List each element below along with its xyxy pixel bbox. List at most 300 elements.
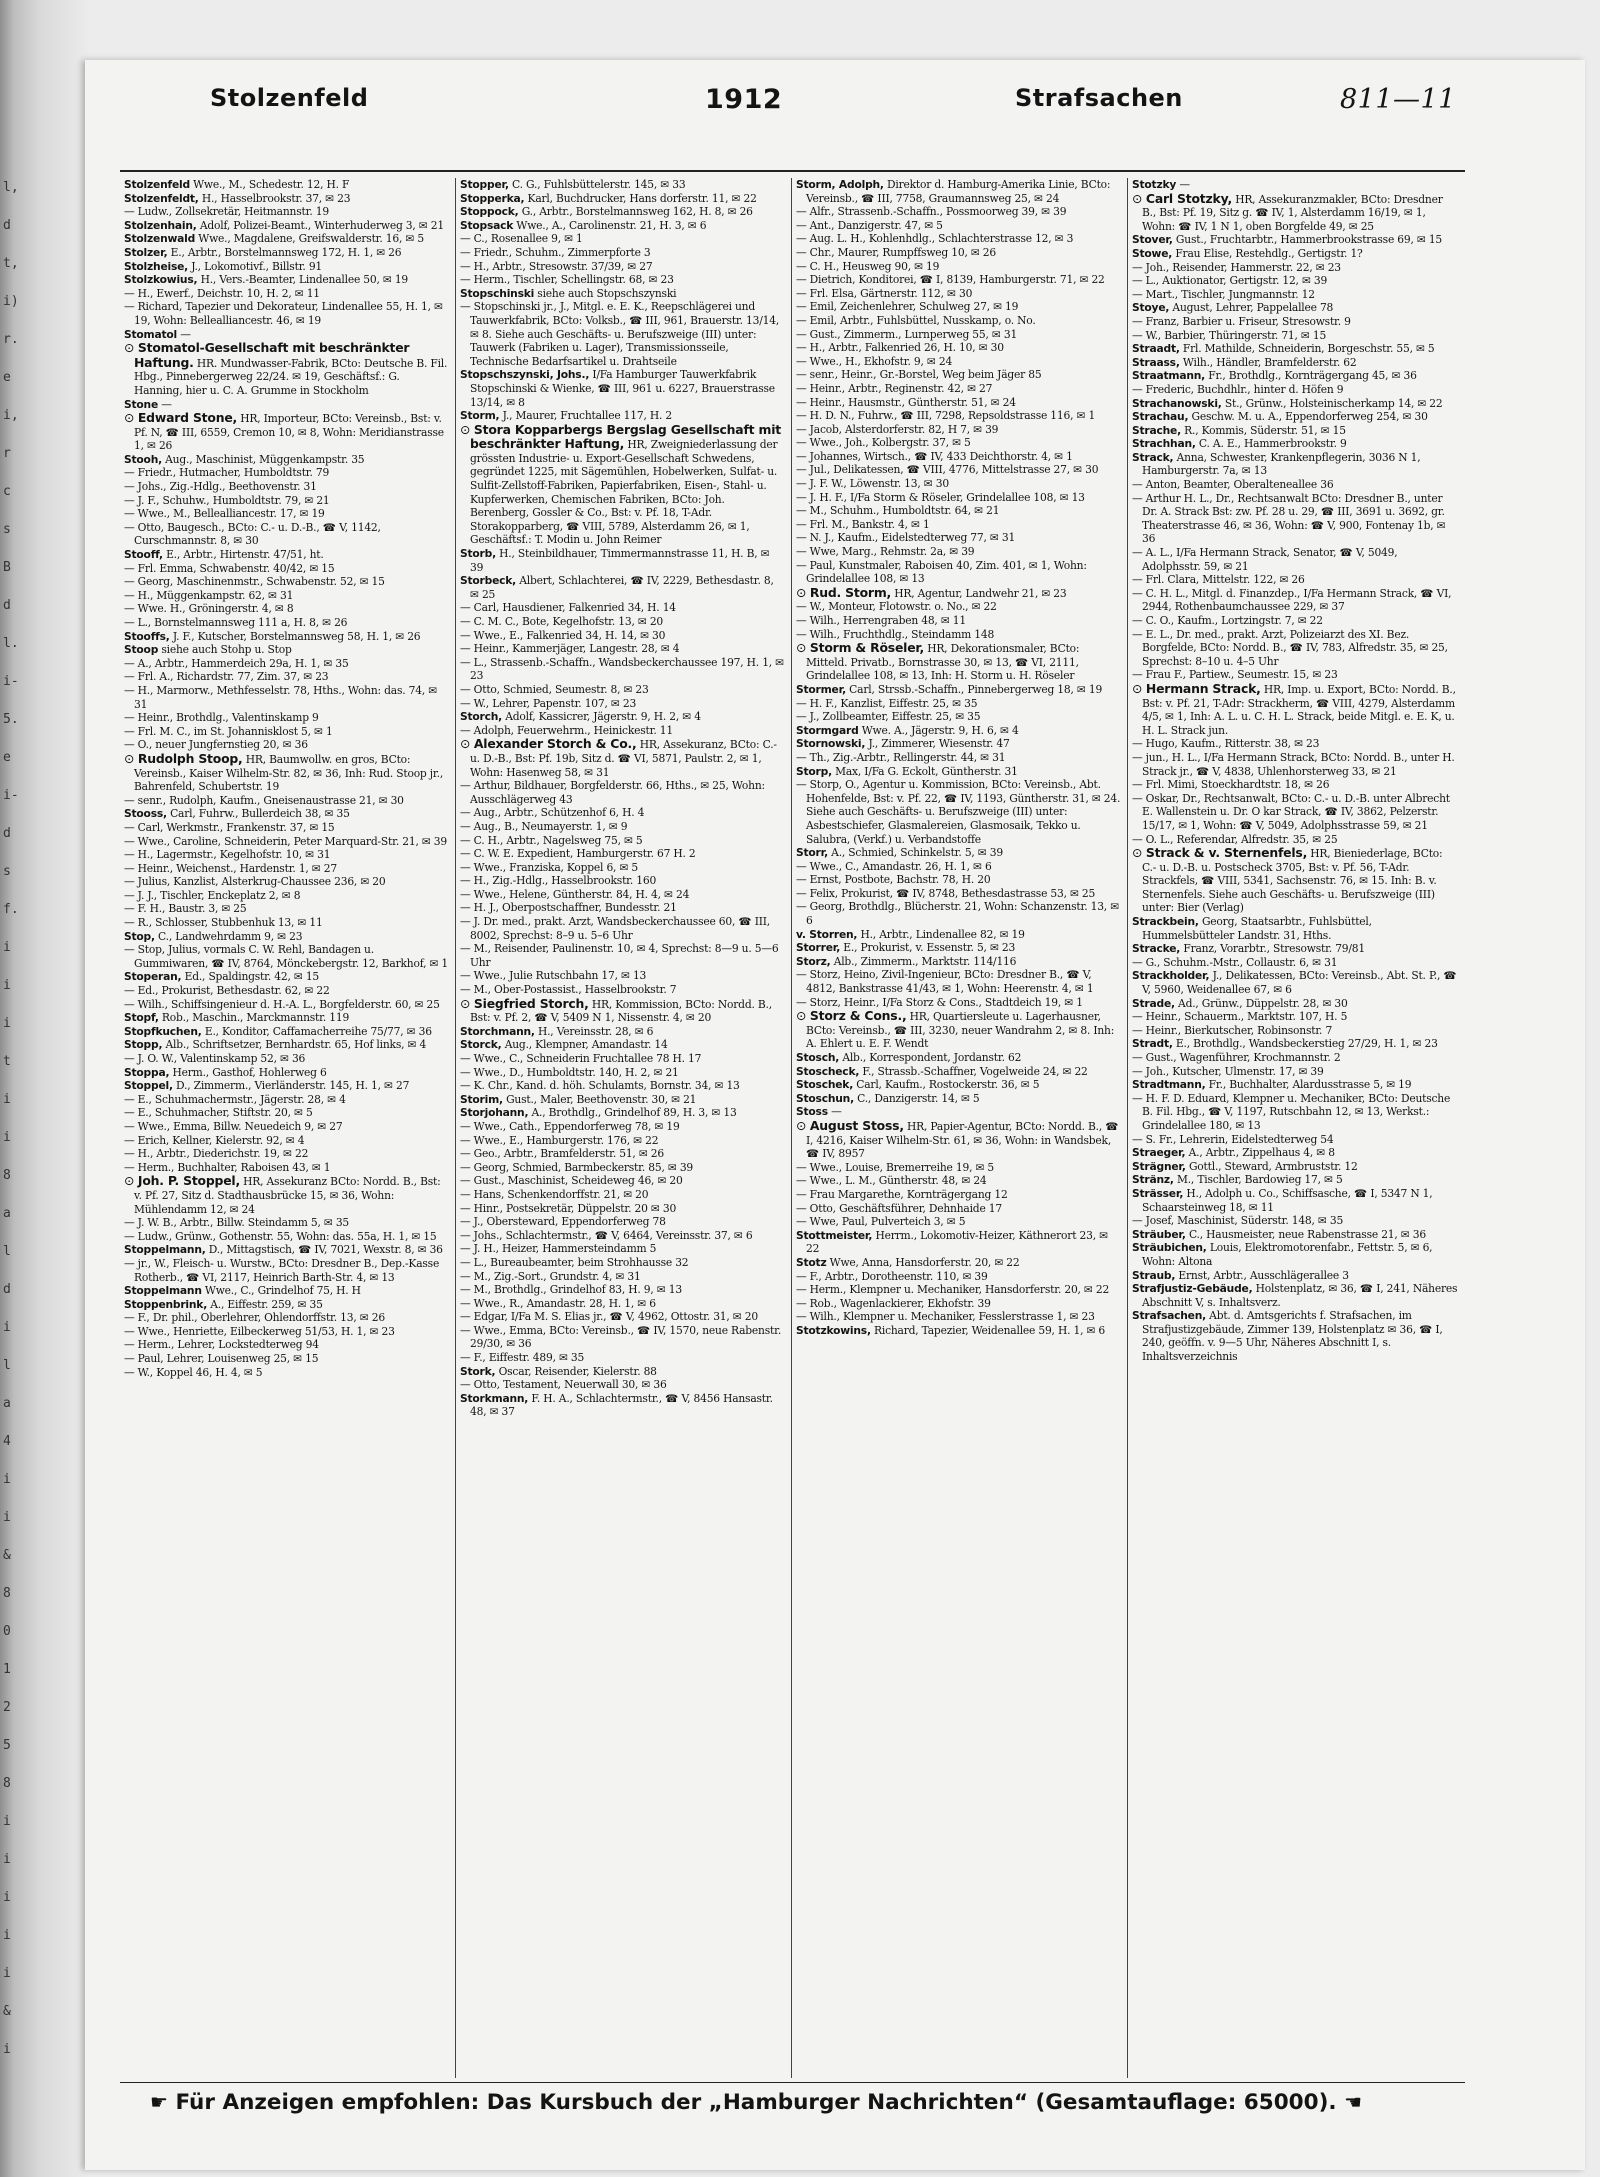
directory-entry xyxy=(796,1105,1121,1119)
entry-text: Georg, Staatsarbtr., Fuhlsbüttel, Hummelsbütteler Landstr. 31, Hths. xyxy=(1142,915,1372,942)
entry-text: Franz, Vorarbtr., Stresowstr. 79/81 xyxy=(1180,942,1366,956)
directory-entry xyxy=(796,518,1121,532)
gutter-fragment: l xyxy=(3,1244,11,1259)
gutter-fragment: 5. xyxy=(3,712,19,727)
gutter-fragment: i xyxy=(3,1928,11,1943)
entry-text: — Herm., Buchhalter, Raboisen 43, ✉ 1 xyxy=(124,1160,331,1174)
gutter-fragment: i xyxy=(3,1320,11,1335)
entry-text: — Otto, Baugesch., BCto: C.- u. D.-B., ☎ V, 1142, Curschmannstr. 8, ✉ 30 xyxy=(124,520,381,548)
directory-entry xyxy=(124,1216,449,1230)
entry-name: ⊙ Edward Stone, xyxy=(124,410,237,425)
entry-name: Storr, xyxy=(796,846,828,860)
directory-entry xyxy=(796,1215,1121,1229)
entry-name: Strachanowski, xyxy=(1132,396,1222,410)
entry-text: R., Kommis, Süderstr. 51, ✉ 15 xyxy=(1180,423,1346,437)
gutter-fragment: i- xyxy=(3,674,19,689)
directory-entry xyxy=(796,614,1121,628)
entry-text: — J. Dr. med., prakt. Arzt, Wandsbeckerchaussee 60, ☎ III, 8002, Sprechst: 8–9 u. 5–6 Uhr xyxy=(460,915,770,942)
directory-entry xyxy=(1132,1133,1458,1147)
entry-text: Carl, Kaufm., Rostockerstr. 36, ✉ 5 xyxy=(853,1078,1040,1092)
entry-name: Straub, xyxy=(1132,1268,1176,1282)
entry-name: Stomatol xyxy=(124,327,178,341)
entry-text: — Dietrich, Konditorei, ☎ I, 8139, Hamburgerstr. 71, ✉ 22 xyxy=(796,273,1105,287)
entry-text: — Friedr., Schuhm., Zimmerpforte 3 xyxy=(460,245,651,259)
entry-name: Stopf, xyxy=(124,1011,159,1025)
entry-text: E., Prokurist, v. Essenstr. 5, ✉ 23 xyxy=(840,941,1016,955)
directory-entry xyxy=(124,602,449,616)
directory-entry xyxy=(460,1297,785,1311)
directory-entry xyxy=(124,998,449,1012)
entry-text: — A., Arbtr., Hammerdeich 29a, H. 1, ✉ 35 xyxy=(124,656,349,670)
entry-text: — Frederic, Buchdhlr., hinter d. Höfen 9 xyxy=(1132,382,1344,396)
entry-name: Storbeck, xyxy=(460,574,517,588)
entry-text: Wwe, Anna, Hansdorferstr. 20, ✉ 22 xyxy=(826,1255,1020,1269)
directory-entry xyxy=(796,697,1121,711)
entry-text: — H. J., Oberpostschaffner, Bundesstr. 21 xyxy=(460,901,677,915)
entry-name: Stooff, xyxy=(124,548,163,562)
gutter-fragment: i xyxy=(3,1510,11,1525)
directory-entry xyxy=(796,219,1121,233)
entry-text: HR, Kommission, BCto: Nordd. B., Bst: v. Pf. 2, ☎ V, 5409 N 1, Nissenstr. 4, ✉ 20 xyxy=(470,997,772,1025)
directory-entry xyxy=(796,900,1121,927)
gutter-fragment: i xyxy=(3,1814,11,1829)
directory-entry xyxy=(1132,997,1458,1011)
directory-entry xyxy=(124,930,449,944)
entry-name: ⊙ Storm & Röseler, xyxy=(796,640,924,655)
directory-entry xyxy=(1132,1146,1458,1160)
entry-text: — Wwe., Joh., Kolbergstr. 37, ✉ 5 xyxy=(796,436,971,450)
entry-text: — Herm., Lehrer, Lockstedterweg 94 xyxy=(124,1338,319,1352)
entry-text: HR, Assekuranz, BCto: C.- u. D.-B., Bst: Pf. 19b, Sitz d. ☎ VI, 5871, Paulstr. 2, ✉ 1, Wohn: Hasenweg 58, ✉ 31 xyxy=(470,738,777,779)
entry-text: J., Zimmerer, Wiesenstr. 47 xyxy=(865,737,1010,751)
directory-entry xyxy=(1132,342,1458,356)
entry-name: Stolzheise, xyxy=(124,259,189,273)
directory-entry xyxy=(1132,668,1458,682)
directory-entry xyxy=(460,1351,785,1365)
entry-text: — W., Koppel 46, H. 4, ✉ 5 xyxy=(124,1365,263,1379)
entry-name: Stopschinski xyxy=(460,286,535,300)
directory-entry xyxy=(460,1106,785,1120)
entry-name: Strackbein, xyxy=(1132,915,1199,929)
directory-entry xyxy=(1132,1309,1458,1363)
directory-entry xyxy=(796,846,1121,860)
directory-entry xyxy=(1132,833,1458,847)
directory-entry xyxy=(460,1378,785,1392)
entry-name: v. Storren, xyxy=(796,927,858,941)
directory-entry xyxy=(124,711,449,725)
entry-text: Louis, Elektromotorenfabr., Fettstr. 5, ✉ 6, Wohn: Altona xyxy=(1142,1241,1433,1268)
entry-text: — L., Bornstelmannsweg 111 a, H. 8, ✉ 26 xyxy=(124,616,348,629)
entry-name: ⊙ Rud. Storm, xyxy=(796,585,891,600)
entry-text: — S. Fr., Lehrerin, Eidelstedterweg 54 xyxy=(1132,1132,1334,1146)
gutter-fragment: l xyxy=(3,1358,11,1373)
entry-text: — H., Müggenkampstr. 62, ✉ 31 xyxy=(124,588,294,602)
entry-text: Adolf, Polizei-Beamt., Winterhuderweg 3, ✉ 21 xyxy=(196,218,444,232)
entry-text: — M., Zig.-Sort., Grundstr. 4, ✉ 31 xyxy=(460,1269,641,1283)
directory-entry xyxy=(1132,233,1458,247)
entry-text: — Stop, Julius, vormals C. W. Rehl, Bandagen u. Gummiwaren, ☎ IV, 8764, Mönckebergstr. 12, Barkhof, ✉ 1 xyxy=(124,943,449,970)
gutter-fragment: 8 xyxy=(3,1168,11,1183)
entry-name: Storck, xyxy=(460,1038,502,1052)
entry-text: — Stopschinski jr., J., Mitgl. e. E. K., Reepschlägerei und Tauwerkfabrik, BCto: Volksb., ☎ III, 961, Brauerstr. 13/14, ✉ 8. Siehe auch Geschäfts- u. Berufszweige (III) unter: Tauwerk (Fabriken u. Lager), Transmissionsseile, Technische Bedarfsartikel u. Drahtseile xyxy=(460,300,780,368)
directory-entry xyxy=(1132,1241,1458,1268)
directory-entry xyxy=(124,889,449,903)
gutter-fragment: l. xyxy=(3,636,19,651)
directory-entry xyxy=(124,1066,449,1080)
gutter-fragment: 0 xyxy=(3,1624,11,1639)
entry-name: Stracke, xyxy=(1132,942,1181,956)
entry-name: Storrer, xyxy=(796,941,841,955)
entry-text: — R., Schlosser, Stubbenhuk 13, ✉ 11 xyxy=(124,916,323,930)
directory-entry xyxy=(1132,1078,1458,1092)
advert-footer xyxy=(150,2090,1450,2134)
directory-entry xyxy=(1132,478,1458,492)
entry-name: Strack, xyxy=(1132,450,1174,464)
directory-entry xyxy=(460,1242,785,1256)
directory-entry xyxy=(796,751,1121,765)
directory-entry xyxy=(460,834,785,848)
directory-entry xyxy=(1132,192,1458,234)
entry-text: — E. L., Dr. med., prakt. Arzt, Polizeiarzt des XI. Bez. Borgfelde, BCto: Nordd. B., ☎ IV, 783, Alfredstr. 35, ✉ 25, Sprechst: 8–10 u. 4–5 Uhr xyxy=(1132,627,1448,668)
directory-entry xyxy=(796,1202,1121,1216)
entry-text: — Wwe. H., Gröningerstr. 4, ✉ 8 xyxy=(124,602,294,616)
directory-entry xyxy=(796,683,1121,697)
directory-entry xyxy=(124,752,449,794)
entry-text: — Hugo, Kaufm., Ritterstr. 38, ✉ 23 xyxy=(1132,737,1320,751)
gutter-fragment: r xyxy=(3,446,11,461)
entry-text: H., Arbtr., Lindenallee 82, ✉ 19 xyxy=(857,927,1025,941)
entry-text: HR, Baumwollw. en gros, BCto: Vereinsb., Kaiser Wilhelm-Str. 82, ✉ 36, Inh: Rud. Stoop jr., Bahrenfeld, Schubertstr. 19 xyxy=(134,752,444,794)
entry-text: — Aug., Arbtr., Schützenhof 6, H. 4 xyxy=(460,806,645,820)
entry-text: — F., Arbtr., Dorotheenstr. 110, ✉ 39 xyxy=(796,1269,988,1283)
entry-name: Stooh, xyxy=(124,452,162,466)
directory-entry xyxy=(796,178,1121,205)
entry-text: Alb., Korrespondent, Jordanstr. 62 xyxy=(839,1051,1022,1064)
gutter-fragment: s xyxy=(3,522,11,537)
entry-text: — Gust., Maschinist, Scheideweg 46, ✉ 20 xyxy=(460,1174,683,1188)
directory-entry xyxy=(796,1009,1121,1051)
entry-text: — Wwe., E., Hamburgerstr. 176, ✉ 22 xyxy=(460,1133,659,1147)
directory-entry xyxy=(796,260,1121,274)
entry-text: Wilh., Händler, Bramfelderstr. 62 xyxy=(1179,355,1357,369)
directory-entry xyxy=(1132,587,1458,614)
entry-text: St., Grünw., Holsteinischerkamp 14, ✉ 22 xyxy=(1221,396,1443,410)
entry-text: H., Hasselbrookstr. 37, ✉ 23 xyxy=(198,191,351,205)
entry-name: Strafsachen, xyxy=(1132,1309,1206,1323)
entry-text: — Wwe., Emma, BCto: Vereinsb., ☎ IV, 1570, neue Rabenstr. 29/30, ✉ 36 xyxy=(460,1323,782,1351)
entry-text: — Heinr., Schauerm., Marktstr. 107, H. 5 xyxy=(1132,1010,1348,1024)
directory-entry xyxy=(124,1257,449,1284)
entry-text: — Heinr., Hausmstr., Güntherstr. 51, ✉ 24 xyxy=(796,395,1016,409)
entry-text: HR, Assekuranz BCto: Nordd. B., Bst: v. Pf. 27, Sitz d. Stadthausbrücke 15, ✉ 36, Wohn: Mühlendamm 12, ✉ 24 xyxy=(134,1175,441,1216)
entry-name: Stolzkowius, xyxy=(124,273,198,287)
entry-text: — C. H. L., Mitgl. d. Finanzdep., I/Fa Hermann Strack, ☎ VI, 2944, Rothenbaumchaussee 229, ✉ 37 xyxy=(1132,586,1452,614)
directory-columns xyxy=(120,178,1465,2078)
entry-name: Stolzenwald xyxy=(124,232,196,246)
directory-entry xyxy=(460,423,785,547)
directory-entry xyxy=(1132,329,1458,343)
gutter-fragment: 2 xyxy=(3,1700,11,1715)
entry-name: Storkmann, xyxy=(460,1391,529,1405)
entry-text: — C. H., Arbtr., Nagelsweg 75, ✉ 5 xyxy=(460,833,643,847)
directory-entry xyxy=(1132,274,1458,288)
gutter-fragment: i xyxy=(3,1092,11,1107)
entry-text: I/Fa Hamburger Tauwerkfabrik Stopschinski & Wienke, ☎ III, 961 u. 6227, Brauerstrasse 13/14, ✉ 8 xyxy=(470,368,775,409)
entry-text: — Josef, Maschinist, Süderstr. 148, ✉ 35 xyxy=(1132,1214,1344,1228)
entry-name: Stormer, xyxy=(796,682,846,696)
entry-text: — H., Lagermstr., Kegelhofstr. 10, ✉ 31 xyxy=(124,848,331,862)
directory-entry xyxy=(1132,956,1458,970)
entry-name: Stopperka, xyxy=(460,191,525,205)
entry-text: HR, Importeur, BCto: Vereinsb., Bst: v. Pf. N, ☎ III, 6559, Cremon 10, ✉ 8, Wohn: Meridianstrasse 1, ✉ 26 xyxy=(134,412,444,453)
entry-name: Storim, xyxy=(460,1092,503,1106)
entry-text: C., Danzigerstr. 14, ✉ 5 xyxy=(853,1091,980,1105)
entry-text: — G., Schuhm.-Mstr., Collaustr. 6, ✉ 31 xyxy=(1132,955,1338,969)
entry-text: — H., Ewerf., Deichstr. 10, H. 2, ✉ 11 xyxy=(124,286,320,300)
entry-name: Stowe, xyxy=(1132,246,1173,260)
directory-entry xyxy=(124,821,449,835)
directory-entry xyxy=(1132,1282,1458,1309)
entry-text: HR, Agentur, Landwehr 21, ✉ 23 xyxy=(891,586,1067,600)
gutter-fragment: a xyxy=(3,1206,11,1221)
gutter-fragment: t, xyxy=(3,256,19,271)
directory-entry xyxy=(1132,915,1458,942)
entry-name: Storz, xyxy=(796,954,831,968)
entry-name: Stopschszynski, Johs., xyxy=(460,368,590,382)
entry-text: Herrm., Lokomotiv-Heizer, Käthnerort 23, ✉ 22 xyxy=(806,1228,1108,1256)
entry-text: — Storz, Heino, Zivil-Ingenieur, BCto: Dresdner B., ☎ V, 4812, Bankstrasse 41/43, ✉ 1, Wohn: Heerenstr. 4, ✉ 1 xyxy=(796,968,1094,996)
directory-entry xyxy=(460,300,785,368)
directory-entry xyxy=(124,1366,449,1380)
directory-entry xyxy=(460,697,785,711)
entry-text: — Wwe., C., Schneiderin Fruchtallee 78 H. 17 xyxy=(460,1052,702,1065)
entry-text: — Wwe., M., Bellealliancestr. 17, ✉ 19 xyxy=(124,507,325,521)
directory-entry xyxy=(124,902,449,916)
directory-entry xyxy=(124,738,449,752)
entry-text: — Wwe, Paul, Pulverteich 3, ✉ 5 xyxy=(796,1215,966,1229)
entry-name: Storm, xyxy=(460,409,500,423)
directory-entry xyxy=(124,1161,449,1175)
gutter-fragment: i xyxy=(3,1890,11,1905)
entry-name: Stooffs, xyxy=(124,629,170,643)
entry-text: — Wwe., Helene, Güntherstr. 84, H. 4, ✉ 24 xyxy=(460,887,690,901)
entry-text: — H., Arbtr., Stresowstr. 37/39, ✉ 27 xyxy=(460,259,653,273)
entry-text: — J., Obersteward, Eppendorferweg 78 xyxy=(460,1215,666,1229)
entry-text: — Frl. Emma, Schwabenstr. 40/42, ✉ 15 xyxy=(124,561,335,575)
directory-entry xyxy=(796,600,1121,614)
entry-text: — Jul., Delikatessen, ☎ VIII, 4776, Mittelstrasse 27, ✉ 30 xyxy=(796,463,1099,477)
directory-entry xyxy=(796,287,1121,301)
directory-entry xyxy=(460,1256,785,1270)
entry-text: — C. H., Heusweg 90, ✉ 19 xyxy=(796,259,940,273)
entry-name: Stolzenhain, xyxy=(124,218,197,232)
directory-entry xyxy=(460,1202,785,1216)
entry-text: — Wwe, Marg., Rehmstr. 2a, ✉ 39 xyxy=(796,545,975,559)
entry-text: C. G., Fuhlsbüttelerstr. 145, ✉ 33 xyxy=(508,178,686,191)
directory-entry xyxy=(796,409,1121,423)
directory-entry xyxy=(796,860,1121,874)
directory-entry xyxy=(460,969,785,983)
entry-text: — Johs., Schlachtermstr., ☎ V, 6464, Vereinsstr. 37, ✉ 6 xyxy=(460,1228,753,1242)
entry-text: — L., Auktionator, Gertigstr. 12, ✉ 39 xyxy=(1132,274,1328,288)
directory-entry xyxy=(460,1038,785,1052)
header-section-name: Stolzenfeld xyxy=(210,84,369,112)
directory-entry xyxy=(1132,1092,1458,1133)
directory-entry xyxy=(796,423,1121,437)
entry-text: — Georg, Schmied, Barmbeckerstr. 85, ✉ 39 xyxy=(460,1160,694,1174)
entry-text: — Frau Margarethe, Kornträgergang 12 xyxy=(796,1187,1008,1201)
entry-text: — Paul, Kunstmaler, Raboisen 40, Zim. 401, ✉ 1, Wohn: Grindelallee 108, ✉ 13 xyxy=(796,558,1087,586)
entry-text: Alb., Zimmerm., Marktstr. 114/116 xyxy=(830,954,1017,968)
directory-entry xyxy=(460,683,785,697)
entry-text: — Arthur, Bildhauer, Borgfelderstr. 66, Hths., ✉ 25, Wohn: Ausschlägerweg 43 xyxy=(460,779,765,806)
entry-text: — Friedr., Hutmacher, Humboldtstr. 79 xyxy=(124,466,330,480)
entry-text: — J. J., Tischler, Enckeplatz 2, ✉ 8 xyxy=(124,888,301,902)
directory-entry xyxy=(1132,247,1458,261)
entry-text: Gust., Fruchtarbtr., Hammerbrookstrasse 69, ✉ 15 xyxy=(1172,233,1443,247)
entry-text: — Otto, Geschäftsführer, Dehnhaide 17 xyxy=(796,1201,1002,1215)
gutter-fragment: 8 xyxy=(3,1586,11,1601)
directory-entry xyxy=(1132,356,1458,370)
gutter-fragment: c xyxy=(3,484,11,499)
directory-entry xyxy=(124,453,449,467)
entry-name: Stottmeister, xyxy=(796,1228,873,1242)
entry-name: Stoss xyxy=(796,1105,828,1119)
entry-text: — Geo., Arbtr., Bramfelderstr. 51, ✉ 26 xyxy=(460,1147,664,1161)
directory-entry xyxy=(796,545,1121,559)
directory-entry xyxy=(796,531,1121,545)
directory-entry xyxy=(460,1066,785,1080)
entry-text: Rob., Maschin., Marckmannstr. 119 xyxy=(158,1011,350,1025)
directory-entry xyxy=(460,1174,785,1188)
entry-text: — Gust., Zimmerm., Lurnperweg 55, ✉ 31 xyxy=(796,327,1018,341)
directory-entry xyxy=(460,219,785,233)
running-head xyxy=(30,84,1570,124)
directory-entry xyxy=(124,1311,449,1325)
entry-name: ⊙ Stomatol-Gesellschaft mit beschränkter Haftung. xyxy=(124,340,409,370)
entry-text: siehe auch Stohp u. Stop xyxy=(158,643,292,657)
header-rule xyxy=(120,170,1465,172)
directory-entry xyxy=(796,396,1121,410)
directory-entry xyxy=(124,398,449,412)
entry-text: J., Lokomotivf., Billstr. 91 xyxy=(188,259,323,273)
entry-text: — Otto, Testament, Neuerwall 30, ✉ 36 xyxy=(460,1378,667,1392)
directory-entry xyxy=(124,1093,449,1107)
directory-entry xyxy=(796,1297,1121,1311)
directory-entry xyxy=(796,382,1121,396)
entry-text: — C. W. E. Expedient, Hamburgerstr. 67 H. 2 xyxy=(460,847,696,861)
entry-text: Holstenplatz, ✉ 36, ☎ I, 241, Näheres Abschnitt V, s. Inhaltsverz. xyxy=(1142,1282,1458,1309)
directory-entry xyxy=(1132,1160,1458,1174)
entry-text: — Wilh., Klempner u. Mechaniker, Fesslerstrasse 1, ✉ 23 xyxy=(796,1310,1095,1324)
directory-entry xyxy=(124,205,449,219)
entry-text: — Georg, Brothdlg., Blücherstr. 21, Wohn: Schanzenstr. 13, ✉ 6 xyxy=(796,900,1119,928)
directory-entry xyxy=(796,1270,1121,1284)
entry-text: — Ernst, Postbote, Bachstr. 78, H. 20 xyxy=(796,873,991,887)
directory-entry xyxy=(124,916,449,930)
entry-text: — K. Chr., Kand. d. höh. Schulamts, Bornstr. 34, ✉ 13 xyxy=(460,1079,740,1093)
directory-entry xyxy=(796,1065,1121,1079)
entry-name: Stoop xyxy=(124,643,159,657)
entry-text: — Wwe., L. M., Güntherstr. 48, ✉ 24 xyxy=(796,1174,987,1188)
entry-text: — Wwe., D., Humboldtstr. 140, H. 2, ✉ 21 xyxy=(460,1065,679,1079)
directory-entry xyxy=(796,968,1121,995)
gutter-fragment: f. xyxy=(3,902,19,917)
entry-name: Stormgard xyxy=(796,723,859,737)
gutter-fragment: e xyxy=(3,370,11,385)
directory-entry xyxy=(460,273,785,287)
directory-entry xyxy=(460,547,785,574)
entry-name: Strafjustiz-Gebäude, xyxy=(1132,1282,1253,1296)
gutter-fragment: i xyxy=(3,1130,11,1145)
gutter-fragment: d xyxy=(3,1282,11,1297)
directory-entry xyxy=(124,562,449,576)
entry-text: Wwe. A., Jägerstr. 9, H. 6, ✉ 4 xyxy=(858,723,1019,737)
directory-entry xyxy=(124,670,449,684)
directory-entry xyxy=(1132,1269,1458,1283)
entry-text: — xyxy=(177,327,191,341)
directory-entry xyxy=(460,710,785,724)
entry-text: Carl, Strssb.-Schaffn., Pinnebergerweg 18, ✉ 19 xyxy=(845,682,1103,696)
directory-entry xyxy=(124,273,449,287)
entry-text: Gottl., Steward, Armbruststr. 12 xyxy=(1185,1159,1358,1173)
entry-text: Carl, Fuhrw., Bullerdeich 38, ✉ 35 xyxy=(166,807,350,821)
directory-entry xyxy=(124,1338,449,1352)
directory-entry xyxy=(460,368,785,409)
directory-entry xyxy=(796,1256,1121,1270)
entry-text: — Heinr., Arbtr., Reginenstr. 42, ✉ 27 xyxy=(796,381,993,395)
gutter-fragment: 4 xyxy=(3,1434,11,1449)
entry-name: Stradt, xyxy=(1132,1037,1173,1051)
entry-text: E., Arbtr., Borstelmannsweg 172, H. 1, ✉ 26 xyxy=(167,245,402,259)
directory-entry xyxy=(124,1174,449,1216)
directory-entry xyxy=(1132,315,1458,329)
directory-entry xyxy=(124,1243,449,1257)
gutter-fragment: 1 xyxy=(3,1662,11,1677)
entry-text: — H. F., Kanzlist, Eiffestr. 25, ✉ 35 xyxy=(796,696,978,710)
entry-text: Adolf, Kassicrer, Jägerstr. 9, H. 2, ✉ 4 xyxy=(502,710,701,724)
directory-entry xyxy=(124,328,449,342)
directory-entry xyxy=(124,848,449,862)
directory-entry xyxy=(1132,410,1458,424)
entry-text: M., Tischler, Bardowieg 17, ✉ 5 xyxy=(1173,1173,1343,1187)
entry-text: F., Strassb.-Schaffner, Vogelweide 24, ✉ 22 xyxy=(859,1064,1088,1078)
directory-entry xyxy=(1132,969,1458,996)
directory-entry xyxy=(460,1147,785,1161)
entry-text: Alb., Schriftsetzer, Bernhardstr. 65, Hof links, ✉ 4 xyxy=(162,1038,427,1052)
directory-entry xyxy=(796,1174,1121,1188)
header-year: 1912 xyxy=(705,84,783,115)
entry-name: ⊙ Carl Stotzky, xyxy=(1132,191,1232,206)
entry-text: — E., Schuhmachermstr., Jägerstr. 28, ✉ 4 xyxy=(124,1092,346,1106)
entry-text: — Storz, Heinr., I/Fa Storz & Cons., Stadtdeich 19, ✉ 1 xyxy=(796,995,1083,1009)
entry-text: — Ludw., Grünw., Gothenstr. 55, Wohn: das. 55a, H. 1, ✉ 15 xyxy=(124,1229,437,1243)
entry-name: Stoye, xyxy=(1132,301,1170,315)
directory-entry xyxy=(1132,261,1458,275)
entry-text: — Johannes, Wirtsch., ☎ IV, 433 Deichthorstr. 4, ✉ 1 xyxy=(796,449,1073,463)
directory-entry xyxy=(1132,778,1458,792)
entry-text: — F. H., Baustr. 3, ✉ 25 xyxy=(124,902,247,916)
entry-text: — Wwe., C., Amandastr. 26, H. 1, ✉ 6 xyxy=(796,859,992,873)
entry-text: Aug., Maschinist, Müggenkampstr. 35 xyxy=(161,452,365,466)
entry-text: — C. O., Kaufm., Lortzingstr. 7, ✉ 22 xyxy=(1132,614,1323,627)
entry-name: Storm, Adolph, xyxy=(796,178,884,191)
gutter-fragment: i) xyxy=(3,294,19,309)
directory-entry xyxy=(460,601,785,615)
entry-name: Stotzkowins, xyxy=(796,1323,871,1337)
directory-entry xyxy=(1132,1051,1458,1065)
directory-entry xyxy=(124,643,449,657)
